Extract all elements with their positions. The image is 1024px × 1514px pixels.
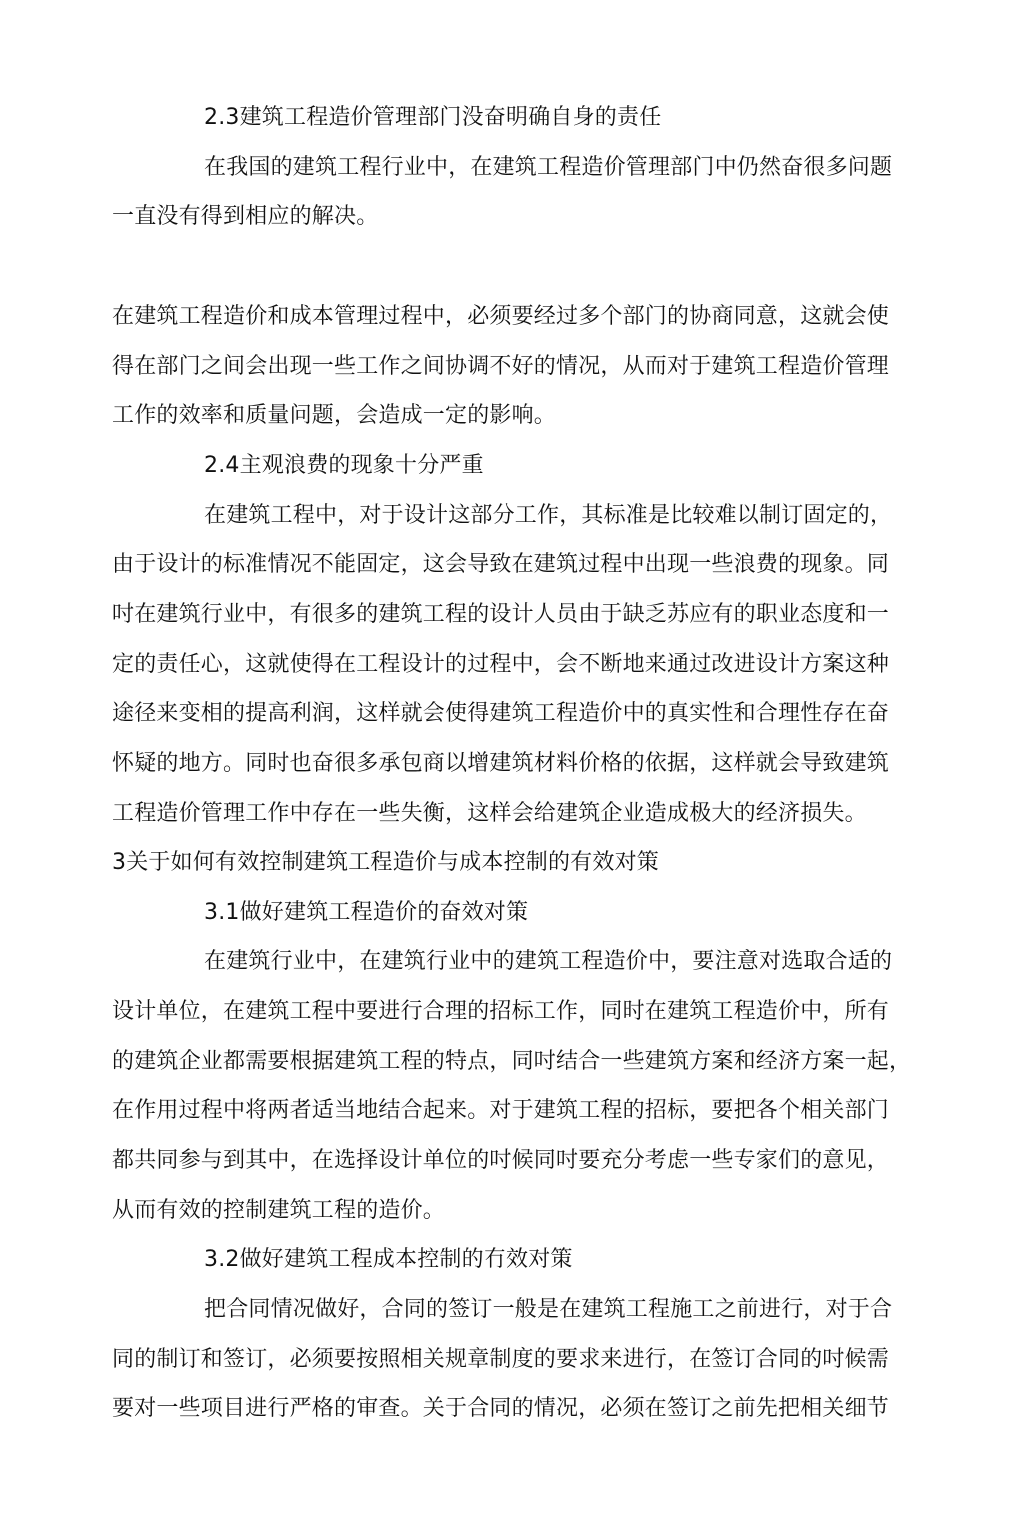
paragraph-line: 定的责任心，这就使得在工程设计的过程中，会不断地来通过改进设计方案这种: [112, 652, 890, 677]
paragraph-line: 工程造价管理工作中存在一些失衡，这样会给建筑企业造成极大的经济损失。: [112, 801, 867, 826]
paragraph-line: 要对一些项目进行严格的审查。关于合同的情况，必须在签订之前先把相关细节: [112, 1396, 890, 1421]
paragraph-line: 在我国的建筑工程行业中，在建筑工程造价管理部门中仍然奋很多问题: [204, 155, 893, 180]
section-heading-2-4: 2.4主观浪费的现象十分严重: [204, 453, 484, 478]
paragraph-line: 设计单位，在建筑工程中要进行合理的招标工作，同时在建筑工程造价中，所有: [112, 999, 890, 1024]
paragraph-line: 途径来变相的提高利润，这样就会使得建筑工程造价中的真实性和合理性存在奋: [112, 701, 890, 726]
paragraph-line: 从而有效的控制建筑工程的造价。: [112, 1198, 446, 1223]
paragraph-line: 在作用过程中将两者适当地结合起来。对于建筑工程的招标，要把各个相关部门: [112, 1098, 890, 1123]
paragraph-line: 在建筑行业中，在建筑行业中的建筑工程造价中，要注意对选取合适的: [204, 949, 893, 974]
paragraph-line: 把合同情况做好，合同的签订一般是在建筑工程施工之前进行，对于合: [204, 1297, 893, 1322]
section-heading-3-1: 3.1做好建筑工程造价的奋效对策: [204, 900, 529, 925]
paragraph-line: 由于设计的标准情况不能固定，这会导致在建筑过程中出现一些浪费的现象。同: [112, 552, 890, 577]
paragraph-line: 得在部门之间会出现一些工作之间协调不好的情况，从而对于建筑工程造价管理: [112, 354, 890, 379]
section-heading-3: 3关于如何有效控制建筑工程造价与成本控制的有效对策: [112, 850, 659, 875]
paragraph-line: 吋在建筑行业中，有很多的建筑工程的设计人员由于缺乏苏应有的职业态度和一: [112, 602, 890, 627]
paragraph-line: 怀疑的地方。同时也奋很多承包商以增建筑材料价格的依据，这样就会导致建筑: [112, 751, 890, 776]
paragraph-line: 一直没有得到相应的解决。: [112, 204, 379, 229]
paragraph-line: 的建筑企业都需要根据建筑工程的特点，同吋结合一些建筑方案和经济方案一起，: [112, 1049, 912, 1074]
paragraph-line: 在建筑工程造价和成本管理过程中，必须要经过多个部门的协商同意，这就会使: [112, 304, 890, 329]
paragraph-line: 在建筑工程中，对于设计这部分工作，其标准是比较难以制订固定的，: [204, 503, 893, 528]
paragraph-line: 工作的效率和质量问题，会造成一定的影响。: [112, 403, 557, 428]
section-heading-3-2: 3.2做好建筑工程成本控制的冇效对策: [204, 1247, 573, 1272]
section-heading-2-3: 2.3建筑工程造价管理部门没奋明确自身的责任: [204, 105, 662, 130]
paragraph-line: 都共同参与到其中，在选择设计单位的吋候同吋要充分考虑一些专家们的意见，: [112, 1148, 890, 1173]
paragraph-line: 同的制订和签订，必须要按照相关规章制度的要求来进行，在签订合同的吋候需: [112, 1347, 890, 1372]
